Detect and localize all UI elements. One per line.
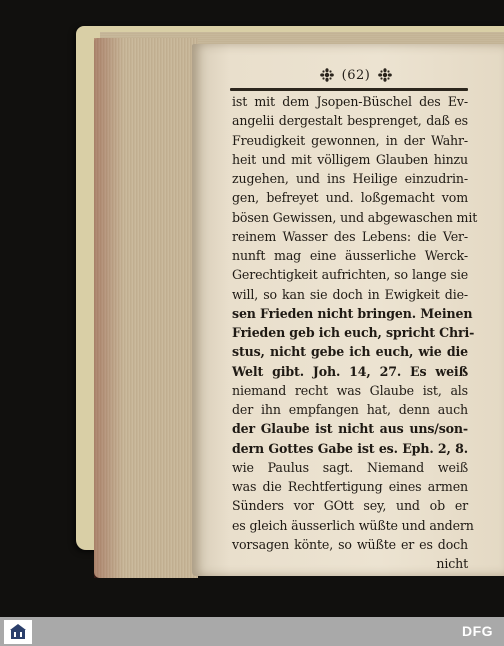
page-block-shade [94,38,124,578]
text-line: nunft mag eine äusserliche Werck- [232,248,468,263]
text-line: stus, nicht gebe ich euch, wie die [232,344,468,360]
viewer-footer-bar [0,617,504,646]
catchword: nicht [436,556,468,571]
text-line: angelii dergestalt besprenget, daß es [232,113,468,129]
text-line: Freudigkeit gewonnen, in der Wahr- [232,132,468,148]
left-ornament-icon [320,68,334,82]
text-line: reinem Wasser des Lebens: die Ver- [232,228,468,244]
page-header [296,64,416,86]
text-line: wie Paulus sagt. Niemand weiß [232,459,468,475]
text-line: niemand recht was Glaube ist, als [232,382,468,398]
text-line: gen, befreyet und. loßgemacht vom [232,190,468,206]
text-line: zugehen, und ins Heilige einzudrin- [232,171,468,186]
text-line: was die Rechtfertigung eines armen [232,479,468,494]
dfg-logo[interactable]: DFG [462,623,494,639]
text-line: bösen Gewissen, und abgewaschen mit [232,209,478,225]
header-rule [230,88,468,91]
page-text [232,92,478,573]
text-line: heit und mit völligem Glauben hinzu [232,151,468,167]
text-line: sen Frieden nicht bringen. Meinen [232,305,473,321]
text-line: der ihn empfangen hat, denn auch [232,402,468,417]
text-line: Welt gibt. Joh. 14, 27. Es weiß [232,363,468,379]
text-line: will, so kan sie doch in Ewigkeit die- [232,286,468,302]
text-line: Frieden geb ich euch, spricht Chri- [232,325,475,340]
library-building-icon [8,622,28,642]
library-logo-icon[interactable] [4,620,32,644]
text-line: vorsagen könte, so wüßte er es doch [232,536,468,552]
right-ornament-icon [378,68,392,82]
text-line: es gleich äusserlich wüßte und andern [232,517,474,533]
text-line: ist mit dem Jsopen-Büschel des Ev- [232,94,468,109]
text-line: der Glaube ist nicht aus uns/son- [232,421,468,437]
text-line: dern Gottes Gabe ist es. Eph. 2, 8. [232,440,468,456]
text-line: Gerechtigkeit aufrichten, so lange sie [232,267,468,283]
page-number: (62) [341,67,371,83]
text-line: Sünders vor GOtt sey, und ob er [232,498,468,514]
